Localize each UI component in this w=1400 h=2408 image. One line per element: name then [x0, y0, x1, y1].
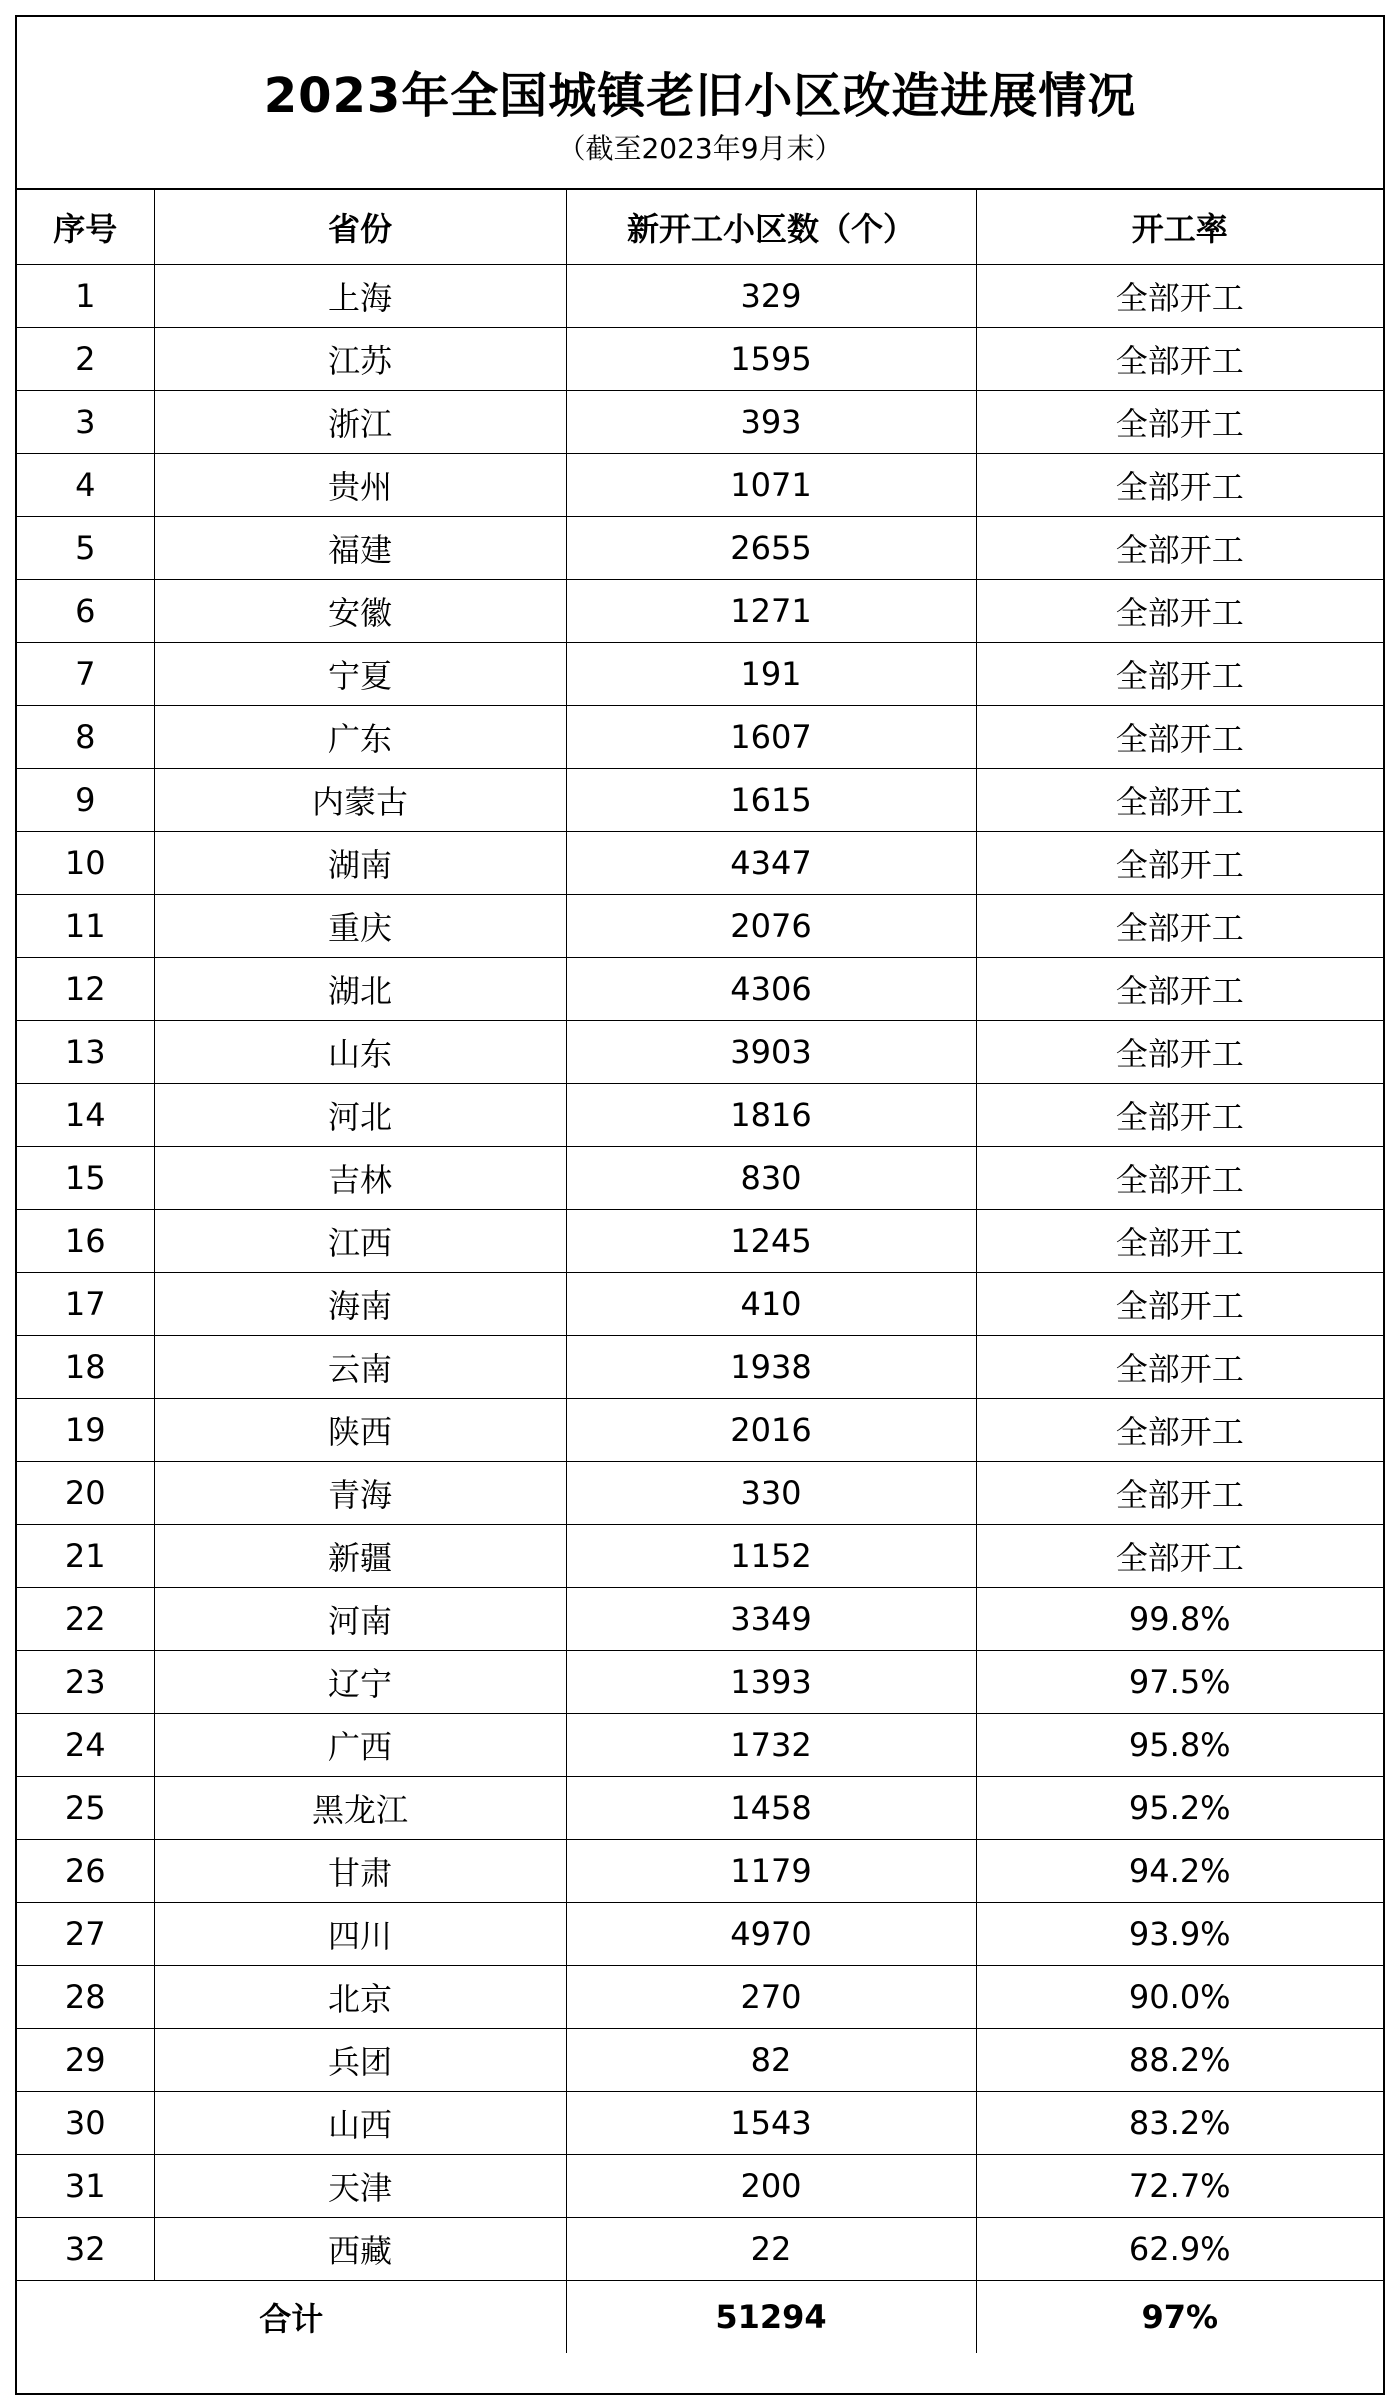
- table-row: [17, 1399, 1383, 1462]
- cell-count: 1607: [566, 706, 976, 769]
- cell-index: 15: [17, 1147, 154, 1210]
- cell-rate: 全部开工: [976, 1273, 1383, 1336]
- cell-province: 江西: [154, 1210, 566, 1273]
- cell-index: 17: [17, 1273, 154, 1336]
- title-block: [17, 17, 1383, 190]
- progress-table: [17, 190, 1383, 2353]
- cell-province: 福建: [154, 517, 566, 580]
- cell-province: 山东: [154, 1021, 566, 1084]
- cell-count: 191: [566, 643, 976, 706]
- cell-count: 1152: [566, 1525, 976, 1588]
- table-row: [17, 265, 1383, 328]
- table-row: [17, 643, 1383, 706]
- cell-index: 32: [17, 2218, 154, 2281]
- table-row: [17, 1966, 1383, 2029]
- cell-province: 新疆: [154, 1525, 566, 1588]
- cell-count: 1732: [566, 1714, 976, 1777]
- cell-province: 河北: [154, 1084, 566, 1147]
- cell-index: 27: [17, 1903, 154, 1966]
- cell-rate: 全部开工: [976, 580, 1383, 643]
- table-row: [17, 1147, 1383, 1210]
- cell-rate: 全部开工: [976, 1525, 1383, 1588]
- cell-index: 22: [17, 1588, 154, 1651]
- cell-rate: 全部开工: [976, 769, 1383, 832]
- cell-count: 1071: [566, 454, 976, 517]
- table-row: [17, 1084, 1383, 1147]
- cell-rate: 全部开工: [976, 958, 1383, 1021]
- table-row: [17, 2029, 1383, 2092]
- cell-count: 1543: [566, 2092, 976, 2155]
- cell-index: 29: [17, 2029, 154, 2092]
- cell-province: 辽宁: [154, 1651, 566, 1714]
- table-row: [17, 580, 1383, 643]
- cell-index: 7: [17, 643, 154, 706]
- total-rate: 97%: [976, 2281, 1383, 2354]
- table-row: [17, 2218, 1383, 2281]
- cell-province: 西藏: [154, 2218, 566, 2281]
- total-label: 合计: [17, 2281, 566, 2354]
- table-row: [17, 1525, 1383, 1588]
- cell-rate: 全部开工: [976, 265, 1383, 328]
- cell-rate: 95.2%: [976, 1777, 1383, 1840]
- cell-rate: 83.2%: [976, 2092, 1383, 2155]
- cell-count: 1816: [566, 1084, 976, 1147]
- cell-province: 黑龙江: [154, 1777, 566, 1840]
- cell-index: 3: [17, 391, 154, 454]
- cell-count: 329: [566, 265, 976, 328]
- cell-count: 3349: [566, 1588, 976, 1651]
- cell-count: 82: [566, 2029, 976, 2092]
- header-rate: 开工率: [976, 190, 1383, 265]
- cell-count: 1271: [566, 580, 976, 643]
- cell-province: 安徽: [154, 580, 566, 643]
- table-row: [17, 832, 1383, 895]
- cell-count: 270: [566, 1966, 976, 2029]
- cell-index: 21: [17, 1525, 154, 1588]
- table-row: [17, 391, 1383, 454]
- cell-index: 8: [17, 706, 154, 769]
- cell-rate: 95.8%: [976, 1714, 1383, 1777]
- cell-index: 20: [17, 1462, 154, 1525]
- cell-rate: 全部开工: [976, 895, 1383, 958]
- header-index: 序号: [17, 190, 154, 265]
- header-province: 省份: [154, 190, 566, 265]
- cell-rate: 全部开工: [976, 1210, 1383, 1273]
- total-row: [17, 2281, 1383, 2354]
- cell-index: 11: [17, 895, 154, 958]
- cell-rate: 全部开工: [976, 706, 1383, 769]
- cell-rate: 全部开工: [976, 1021, 1383, 1084]
- cell-province: 湖北: [154, 958, 566, 1021]
- cell-index: 23: [17, 1651, 154, 1714]
- cell-count: 2076: [566, 895, 976, 958]
- table-header-row: [17, 190, 1383, 265]
- cell-rate: 88.2%: [976, 2029, 1383, 2092]
- table-row: [17, 1840, 1383, 1903]
- cell-count: 2655: [566, 517, 976, 580]
- cell-index: 16: [17, 1210, 154, 1273]
- cell-province: 陕西: [154, 1399, 566, 1462]
- cell-index: 26: [17, 1840, 154, 1903]
- cell-rate: 全部开工: [976, 1336, 1383, 1399]
- cell-rate: 94.2%: [976, 1840, 1383, 1903]
- report-sheet: [15, 15, 1385, 2395]
- cell-province: 浙江: [154, 391, 566, 454]
- cell-index: 14: [17, 1084, 154, 1147]
- cell-province: 上海: [154, 265, 566, 328]
- cell-count: 1245: [566, 1210, 976, 1273]
- table-row: [17, 1903, 1383, 1966]
- cell-count: 4970: [566, 1903, 976, 1966]
- table-row: [17, 706, 1383, 769]
- cell-province: 北京: [154, 1966, 566, 2029]
- cell-rate: 72.7%: [976, 2155, 1383, 2218]
- cell-province: 重庆: [154, 895, 566, 958]
- cell-index: 4: [17, 454, 154, 517]
- cell-count: 1615: [566, 769, 976, 832]
- table-row: [17, 1021, 1383, 1084]
- cell-rate: 全部开工: [976, 643, 1383, 706]
- table-row: [17, 517, 1383, 580]
- page-title: 2023年全国城镇老旧小区改造进展情况: [263, 68, 1137, 124]
- cell-province: 湖南: [154, 832, 566, 895]
- table-row: [17, 895, 1383, 958]
- table-row: [17, 2092, 1383, 2155]
- cell-province: 广西: [154, 1714, 566, 1777]
- cell-rate: 全部开工: [976, 454, 1383, 517]
- cell-index: 31: [17, 2155, 154, 2218]
- cell-count: 4306: [566, 958, 976, 1021]
- cell-province: 河南: [154, 1588, 566, 1651]
- cell-rate: 62.9%: [976, 2218, 1383, 2281]
- cell-index: 18: [17, 1336, 154, 1399]
- cell-rate: 全部开工: [976, 1462, 1383, 1525]
- cell-count: 1179: [566, 1840, 976, 1903]
- cell-index: 24: [17, 1714, 154, 1777]
- cell-province: 吉林: [154, 1147, 566, 1210]
- table-row: [17, 1777, 1383, 1840]
- page-subtitle: （截至2023年9月末）: [557, 132, 843, 165]
- cell-index: 28: [17, 1966, 154, 2029]
- cell-province: 云南: [154, 1336, 566, 1399]
- table-row: [17, 1588, 1383, 1651]
- cell-index: 5: [17, 517, 154, 580]
- cell-index: 2: [17, 328, 154, 391]
- cell-count: 410: [566, 1273, 976, 1336]
- cell-rate: 全部开工: [976, 832, 1383, 895]
- cell-index: 19: [17, 1399, 154, 1462]
- cell-province: 江苏: [154, 328, 566, 391]
- cell-index: 12: [17, 958, 154, 1021]
- cell-province: 四川: [154, 1903, 566, 1966]
- cell-rate: 全部开工: [976, 391, 1383, 454]
- cell-index: 25: [17, 1777, 154, 1840]
- cell-index: 13: [17, 1021, 154, 1084]
- table-row: [17, 2155, 1383, 2218]
- cell-index: 6: [17, 580, 154, 643]
- cell-rate: 97.5%: [976, 1651, 1383, 1714]
- cell-index: 10: [17, 832, 154, 895]
- table-row: [17, 769, 1383, 832]
- cell-province: 贵州: [154, 454, 566, 517]
- table-row: [17, 958, 1383, 1021]
- cell-rate: 全部开工: [976, 1399, 1383, 1462]
- table-row: [17, 1210, 1383, 1273]
- table-row: [17, 1462, 1383, 1525]
- cell-count: 1938: [566, 1336, 976, 1399]
- table-row: [17, 1336, 1383, 1399]
- cell-rate: 全部开工: [976, 1147, 1383, 1210]
- cell-count: 3903: [566, 1021, 976, 1084]
- cell-province: 甘肃: [154, 1840, 566, 1903]
- table-row: [17, 1714, 1383, 1777]
- cell-index: 9: [17, 769, 154, 832]
- cell-rate: 全部开工: [976, 328, 1383, 391]
- cell-count: 1458: [566, 1777, 976, 1840]
- cell-province: 兵团: [154, 2029, 566, 2092]
- cell-province: 天津: [154, 2155, 566, 2218]
- cell-count: 22: [566, 2218, 976, 2281]
- cell-count: 2016: [566, 1399, 976, 1462]
- cell-count: 200: [566, 2155, 976, 2218]
- header-count: 新开工小区数（个）: [566, 190, 976, 265]
- cell-province: 广东: [154, 706, 566, 769]
- cell-rate: 90.0%: [976, 1966, 1383, 2029]
- cell-count: 1595: [566, 328, 976, 391]
- cell-count: 4347: [566, 832, 976, 895]
- cell-province: 山西: [154, 2092, 566, 2155]
- cell-count: 330: [566, 1462, 976, 1525]
- cell-count: 1393: [566, 1651, 976, 1714]
- table-row: [17, 1651, 1383, 1714]
- cell-count: 393: [566, 391, 976, 454]
- table-row: [17, 454, 1383, 517]
- table-row: [17, 328, 1383, 391]
- cell-rate: 全部开工: [976, 517, 1383, 580]
- table-row: [17, 1273, 1383, 1336]
- cell-index: 30: [17, 2092, 154, 2155]
- cell-index: 1: [17, 265, 154, 328]
- cell-count: 830: [566, 1147, 976, 1210]
- cell-province: 宁夏: [154, 643, 566, 706]
- cell-rate: 93.9%: [976, 1903, 1383, 1966]
- cell-rate: 99.8%: [976, 1588, 1383, 1651]
- cell-province: 海南: [154, 1273, 566, 1336]
- cell-rate: 全部开工: [976, 1084, 1383, 1147]
- total-count: 51294: [566, 2281, 976, 2354]
- cell-province: 青海: [154, 1462, 566, 1525]
- cell-province: 内蒙古: [154, 769, 566, 832]
